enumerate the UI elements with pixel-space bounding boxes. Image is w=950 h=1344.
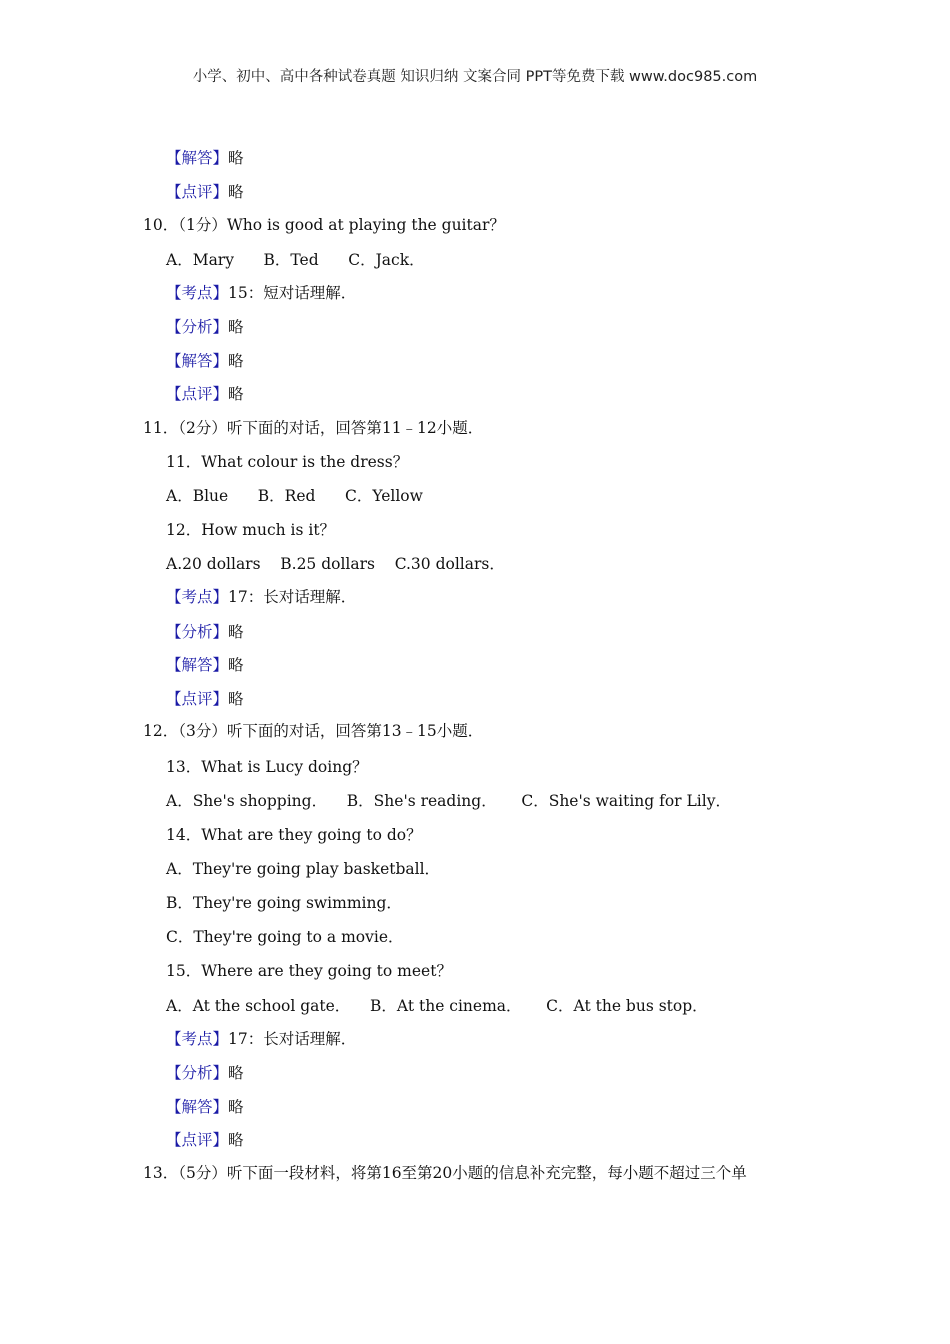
comment-line: 【点评】略: [166, 183, 244, 201]
tag-label: 分析: [181, 318, 213, 336]
sub-question-14-option-a: A．They're going play basketball．: [166, 860, 441, 878]
tag-label: 考点: [181, 1030, 213, 1048]
answer-line: 【解答】略: [166, 352, 244, 370]
tag-label: 考点: [181, 284, 213, 302]
comment-line: 【点评】略: [166, 690, 244, 708]
sub-question-12-options: A.20 dollars B.25 dollars C.30 dollars．: [166, 555, 505, 573]
tag-label: 解答: [181, 352, 213, 370]
tag-label: 点评: [181, 1131, 213, 1149]
kaodian-line: 【考点】15：短对话理解．: [166, 284, 357, 302]
analysis-line: 【分析】略: [166, 1064, 244, 1082]
tag-label: 考点: [181, 588, 213, 606]
line-text: 略: [228, 623, 244, 641]
sub-question-11-options: A．Blue B．Red C．Yellow: [166, 487, 423, 505]
sub-question-14-option-b: B．They're going swimming．: [166, 894, 402, 912]
tag-label: 解答: [181, 149, 213, 167]
line-text: 17：长对话理解．: [228, 588, 357, 606]
tag-label: 解答: [181, 1098, 213, 1116]
page-header: 小学、初中、高中各种试卷真题 知识归纳 文案合同 PPT等免费下载 www.doc985.com: [192, 69, 758, 85]
question-13: 13．（5分）听下面一段材料，将第16至第20小题的信息补充完整，每小题不超过三个单: [143, 1164, 747, 1182]
line-text: 略: [228, 1098, 244, 1116]
comment-line: 【点评】略: [166, 385, 244, 403]
question-10-options: A．Mary B．Ted C．Jack．: [166, 251, 425, 269]
answer-line: 【解答】略: [166, 656, 244, 674]
tag-label: 解答: [181, 656, 213, 674]
answer-line: 【解答】略: [166, 149, 244, 167]
sub-question-12: 12．How much is it？: [166, 521, 336, 539]
answer-line: 【解答】略: [166, 1098, 244, 1116]
kaodian-line: 【考点】17：长对话理解．: [166, 588, 357, 606]
line-text: 略: [228, 318, 244, 336]
line-text: 略: [228, 1064, 244, 1082]
comment-line: 【点评】略: [166, 1131, 244, 1149]
line-text: 17：长对话理解．: [228, 1030, 357, 1048]
line-text: 略: [228, 385, 244, 403]
line-text: 15：短对话理解．: [228, 284, 357, 302]
line-text: 略: [228, 656, 244, 674]
question-12: 12．（3分）听下面的对话，回答第13﹣15小题．: [143, 722, 484, 740]
sub-question-13-options: A．She's shopping． B．She's reading． C．She's waiting for Lily．: [166, 792, 731, 810]
tag-label: 点评: [181, 690, 213, 708]
line-text: 略: [228, 690, 244, 708]
line-text: 略: [228, 1131, 244, 1149]
sub-question-14: 14．What are they going to do？: [166, 826, 422, 844]
line-text: 略: [228, 183, 244, 201]
tag-label: 分析: [181, 623, 213, 641]
sub-question-15: 15．Where are they going to meet？: [166, 962, 452, 980]
question-10: 10．（1分）Who is good at playing the guitar？: [143, 216, 505, 234]
kaodian-line: 【考点】17：长对话理解．: [166, 1030, 357, 1048]
sub-question-15-options: A．At the school gate． B．At the cinema． C．At the bus stop．: [166, 997, 708, 1015]
tag-label: 点评: [181, 183, 213, 201]
line-text: 略: [228, 352, 244, 370]
tag-label: 分析: [181, 1064, 213, 1082]
sub-question-14-option-c: C．They're going to a movie．: [166, 928, 404, 946]
tag-label: 点评: [181, 385, 213, 403]
analysis-line: 【分析】略: [166, 623, 244, 641]
analysis-line: 【分析】略: [166, 318, 244, 336]
sub-question-11: 11．What colour is the dress？: [166, 453, 409, 471]
question-11: 11．（2分）听下面的对话，回答第11﹣12小题．: [143, 419, 484, 437]
line-text: 略: [228, 149, 244, 167]
sub-question-13: 13．What is Lucy doing？: [166, 758, 368, 776]
